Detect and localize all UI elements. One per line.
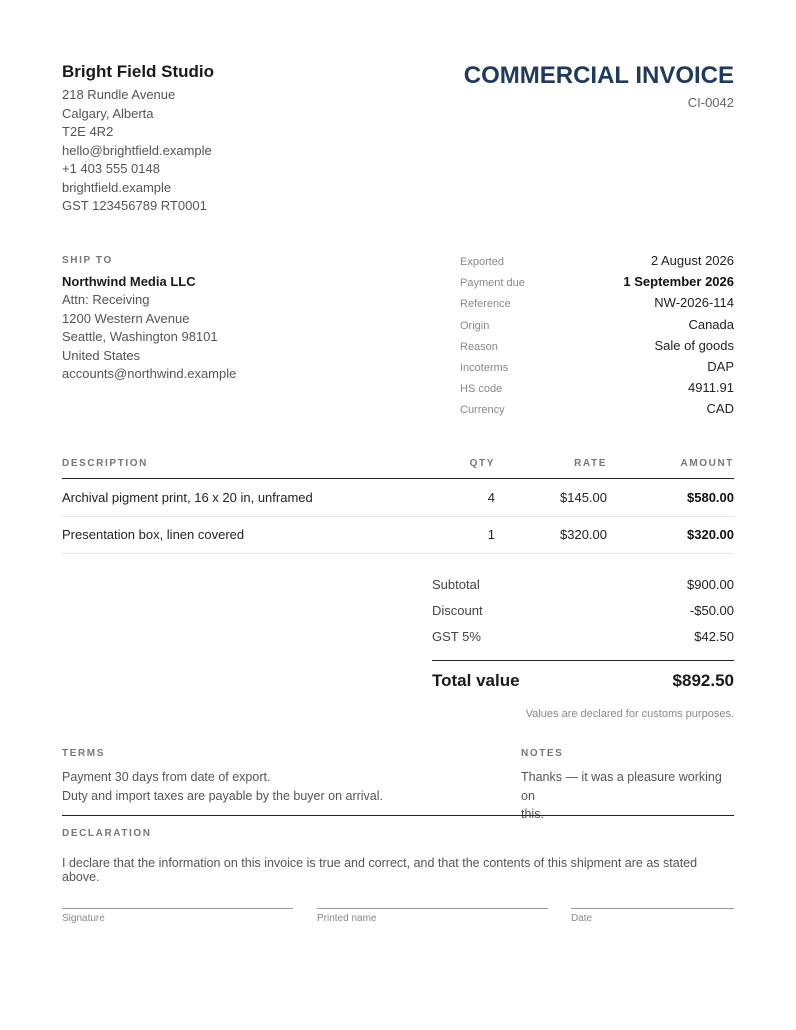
meta-row-reason [460,338,734,359]
notes-block [521,748,734,824]
table-row [62,517,734,555]
date-line: Date [571,908,734,924]
meta-row-payment-due [460,274,734,295]
seller-address-line: T2E 4R2 [62,124,114,139]
ship-to-line: 1200 Western Avenue [62,310,190,326]
column-header-rate: RATE [574,458,607,469]
meta-label: Reason [460,340,498,353]
meta-label: HS code [460,383,503,396]
meta-row-incoterms [460,359,734,380]
item-amount: $320.00 [687,527,734,543]
meta-value: Canada [688,316,734,332]
meta-row-origin [460,317,734,338]
terms-block [62,748,482,805]
meta-row-reference [460,295,734,316]
meta-row-currency [460,401,734,422]
item-qty: 1 [487,527,495,543]
document-title: COMMERCIAL INVOICE [463,62,734,89]
discount-row [432,597,734,623]
signature-line: Signature [62,908,293,924]
item-amount: $580.00 [687,489,734,505]
meta-row-exported [460,253,734,274]
table-header [62,455,734,479]
meta-value: NW-2026-114 [654,295,734,311]
ship-to-email: accounts@northwind.example [62,366,237,381]
declaration-text: I declare that the information on this invoice is true and correct, and that the contents of this shipment are as stated above. [62,856,698,884]
declaration-divider [62,815,734,816]
subtotal-label: Subtotal [432,576,480,592]
meta-value: Sale of goods [654,337,734,353]
seller-block [62,62,422,216]
meta-value: 1 September 2026 [623,274,734,290]
item-rate: $145.00 [560,489,607,505]
notes-line: this. [521,807,544,821]
meta-label: Payment due [460,277,525,290]
total-value: $892.50 [672,670,734,690]
ship-to-line: Seattle, Washington 98101 [62,329,218,344]
ship-to-label: SHIP TO [62,255,113,266]
tax-value: $42.50 [694,629,734,645]
terms-line: Duty and import taxes are payable by the buyer on arrival. [62,788,384,803]
ship-to-line: Attn: Receiving [62,292,150,307]
customs-note: Values are declared for customs purposes. [525,707,734,720]
meta-label: Incoterms [460,361,509,374]
subtotal-value: $900.00 [687,576,734,592]
seller-address-line: Calgary, Alberta [62,105,154,121]
tax-row [432,624,734,650]
ship-to-block [62,255,382,384]
meta-label: Reference [460,298,511,311]
totals-block [432,571,734,720]
seller-email: hello@brightfield.example [62,142,212,158]
line-items-table [62,455,734,554]
total-label: Total value [432,670,520,690]
seller-tax-id: GST 123456789 RT0001 [62,198,207,213]
column-header-description: DESCRIPTION [62,458,148,469]
discount-value: -$50.00 [689,602,734,618]
meta-label: Currency [460,404,505,417]
column-header-qty: QTY [469,458,495,469]
seller-address-line: 218 Rundle Avenue [62,87,176,102]
tax-label: GST 5% [432,629,481,645]
declaration-label: DECLARATION [62,828,152,839]
ship-to-line: United States [62,347,141,363]
ship-to-name: Northwind Media LLC [62,274,196,289]
seller-name: Bright Field Studio [62,62,215,81]
grand-total-row [432,671,734,691]
meta-label: Origin [460,319,490,332]
meta-label: Exported [460,256,505,268]
printed-name-line: Printed name [317,908,548,924]
invoice-number: CI-0042 [687,95,734,110]
notes-line: Thanks — it was a pleasure working on [521,770,722,803]
meta-row-hs-code [460,380,734,401]
invoice-page [62,0,734,1030]
notes-label: NOTES [521,748,564,759]
terms-line: Payment 30 days from date of export. [62,770,271,784]
meta-value: 4911.91 [687,380,734,396]
invoice-details [460,253,734,423]
seller-website: brightfield.example [62,179,172,195]
item-qty: 4 [487,489,495,505]
item-description: Presentation box, linen covered [62,527,245,543]
subtotal-row [432,571,734,597]
terms-label: TERMS [62,748,105,759]
item-rate: $320.00 [560,527,607,543]
seller-phone: +1 403 555 0148 [62,161,160,176]
column-header-amount: AMOUNT [680,458,734,469]
discount-label: Discount [432,602,483,618]
meta-value: DAP [707,358,734,374]
totals-divider [432,660,734,661]
meta-value: CAD [706,401,734,417]
table-row [62,479,734,517]
meta-value: 2 August 2026 [650,253,734,268]
item-description: Archival pigment print, 16 x 20 in, unframed [62,489,313,505]
declaration-block [62,828,734,884]
